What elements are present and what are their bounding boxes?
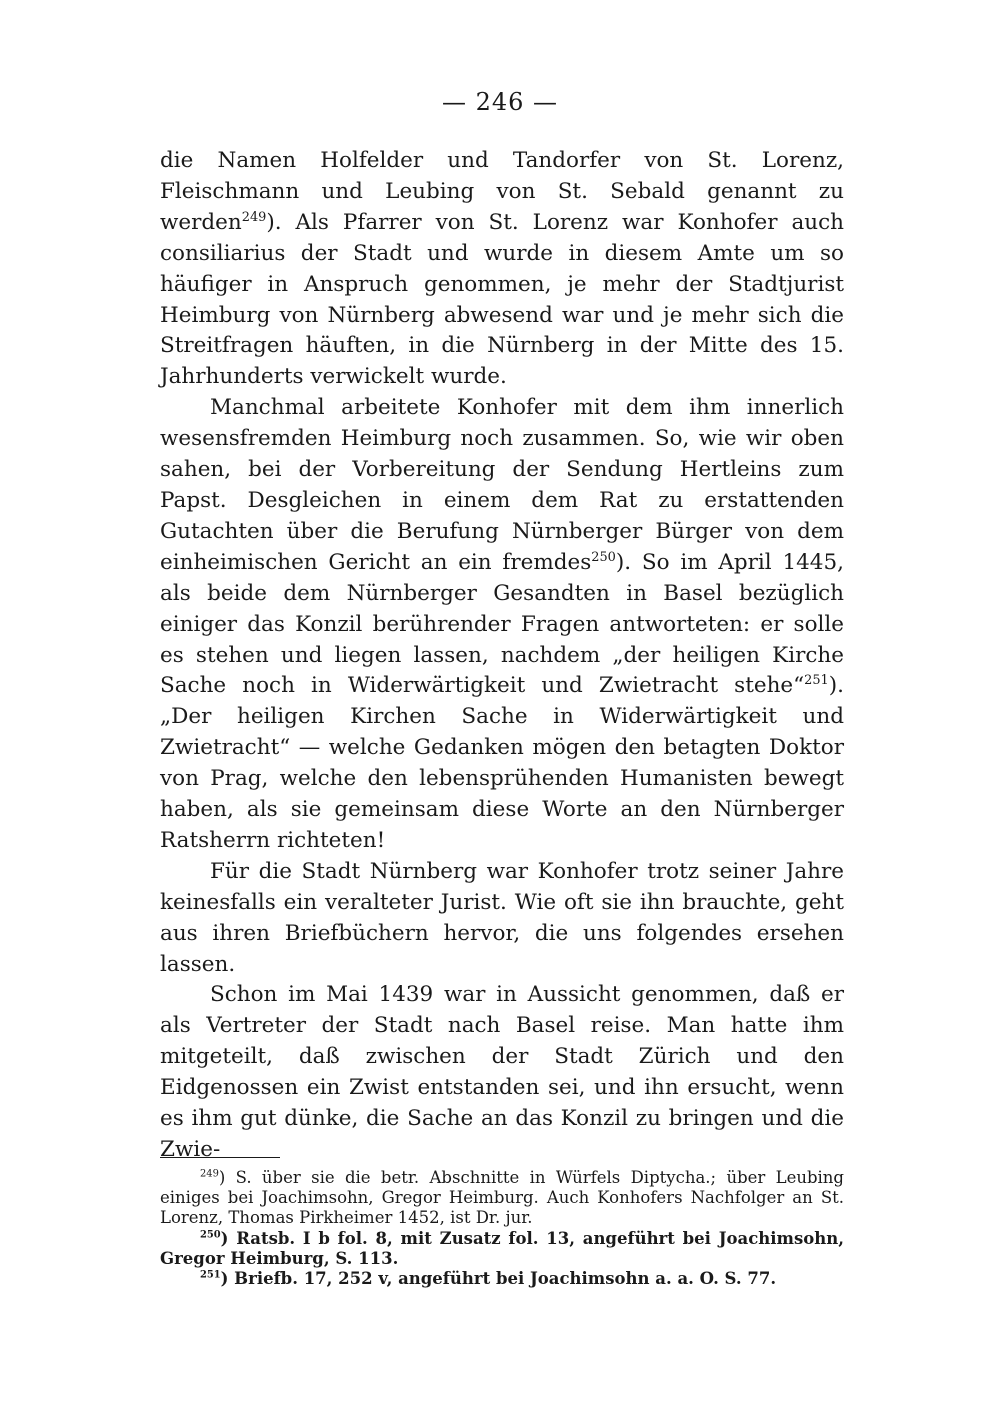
main-text xyxy=(160,146,844,1166)
footnote-251 xyxy=(160,1269,844,1289)
paragraph-1 xyxy=(160,146,844,393)
paragraph-text: die Namen Holfelder und Tandorfer von St. Lorenz, Fleischmann und Leubing von St. Sebald genannt zu werden xyxy=(160,148,844,235)
footnote-reference-251: 251 xyxy=(804,673,829,689)
footnote-text: ) Ratsb. I b fol. 8, mit Zusatz fol. 13, angeführt bei Joachimsohn, Gregor Heimburg, S. 113. xyxy=(160,1228,844,1268)
footnote-text: ) Briefb. 17, 252 v, angeführt bei Joachimsohn a. a. O. S. 77. xyxy=(220,1269,777,1289)
footnote-reference-249: 249 xyxy=(241,209,267,225)
paragraph-text: ). So im April 1445, als beide dem Nürnberger Gesandten in Basel bezüglich einiger das Konzil berührender Fragen antworteten: er solle es stehen und liegen lassen, nachdem „der heiligen Kirche Sache noch in Widerwärtigkeit und Zwietracht stehe“ xyxy=(160,549,844,699)
footnotes xyxy=(160,1168,844,1289)
paragraph-text: Manchmal arbeitete Konhofer mit dem ihm innerlich wesensfremden Heimburg noch zusammen. So, wie wir oben sahen, bei der Vorbereitung der Sendung Hertleins zum Papst. Desgleichen in einem dem Rat zu erstattenden Gutachten über die Berufung Nürnberger Bürger von dem einheimischen Gericht an ein fremdes xyxy=(160,395,844,575)
footnote-text: ) S. über sie die betr. Abschnitte in Würfels Diptycha.; über Leubing einiges bei Joachimsohn, Gregor Heimburg. Auch Konhofers Nachfolger an St. Lorenz, Thomas Pirkheimer 1452, ist Dr. jur. xyxy=(160,1168,844,1228)
footnote-250 xyxy=(160,1229,844,1269)
footnote-marker: 250 xyxy=(200,1229,221,1241)
paragraph-text: ). Als Pfarrer von St. Lorenz war Konhofer auch consiliarius der Stadt und wurde in diesem Amte um so häufiger in Anspruch genommen, je mehr der Stadtjurist Heimburg von Nürnberg abwesend war und je mehr sich die Streitfragen häuften, in die Nürnberg in der Mitte des 15. Jahrhunderts verwickelt wurde. xyxy=(160,209,844,390)
footnote-reference-250: 250 xyxy=(591,549,616,565)
footnote-249 xyxy=(160,1168,844,1229)
footnote-marker: 249 xyxy=(200,1168,219,1180)
page-number: — 246 — xyxy=(441,88,559,116)
paragraph-2 xyxy=(160,393,844,857)
paragraph-4: Schon im Mai 1439 war in Aussicht genommen, daß er als Vertreter der Stadt nach Basel reise. Man hatte ihm mitgeteilt, daß zwischen der Stadt Zürich und den Eidgenossen ein Zwist entstanden sei, und ihn ersucht, wenn es ihm gut dünke, die Sache an das Konzil zu bringen und die Zwie- xyxy=(160,982,844,1162)
paragraph-text: ). „Der heiligen Kirchen Sache in Widerwärtigkeit und Zwietracht“ — welche Gedanken mögen den betagten Doktor von Prag, welche den lebensprühenden Humanisten bewegt haben, als sie gemeinsam diese Worte an den Nürnberger Ratsherrn richteten! xyxy=(160,673,844,853)
paragraph-3: Für die Stadt Nürnberg war Konhofer trotz seiner Jahre keinesfalls ein veralteter Jurist. Wie oft sie ihn brauchte, geht aus ihren Briefbüchern hervor, die uns folgendes ersehen lassen. xyxy=(160,858,844,977)
footnote-marker: 251 xyxy=(200,1269,221,1281)
footnote-divider xyxy=(160,1157,280,1158)
